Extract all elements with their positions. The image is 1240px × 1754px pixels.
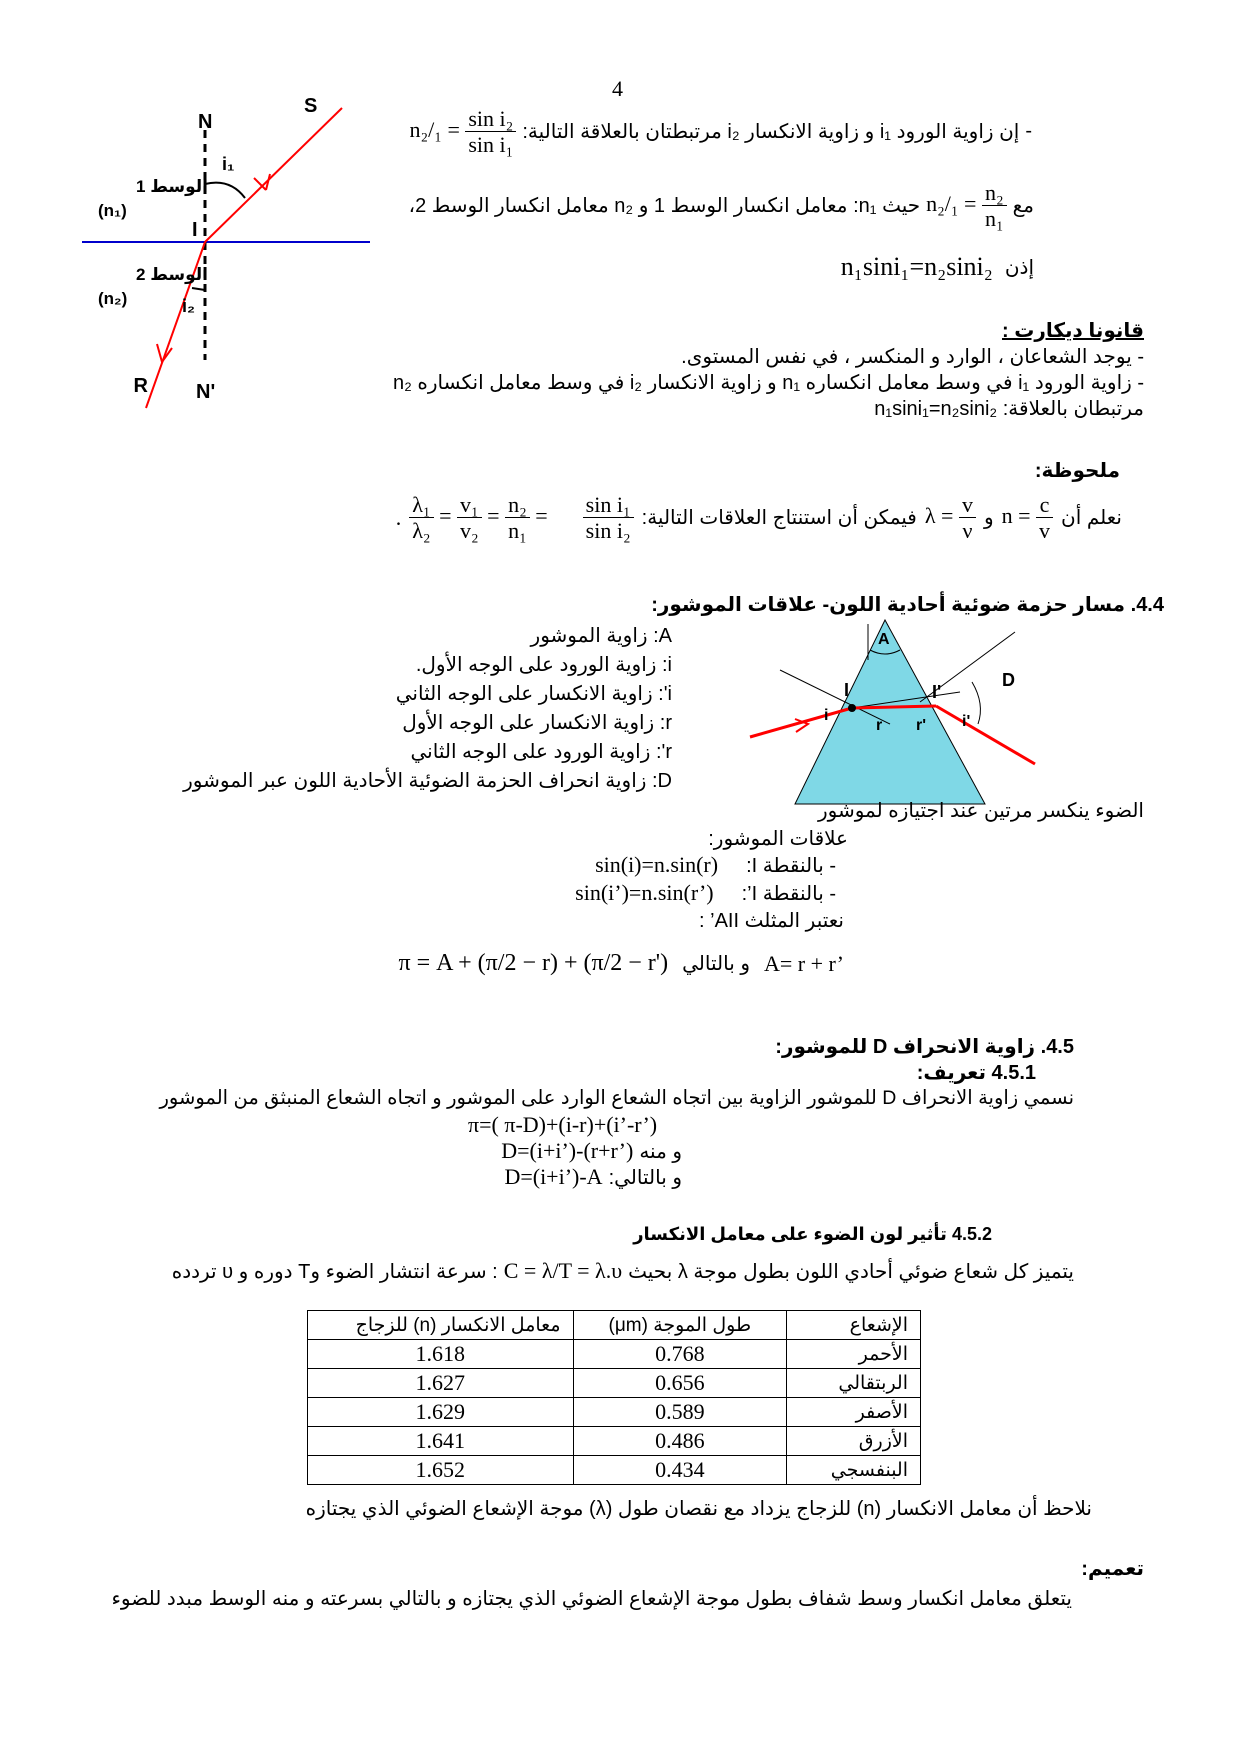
note-f2: λ = $\frac{v}{\nu}$ [925,492,976,544]
descartes-law2-cont: مرتبطان بالعلاقة: n₁sini₁=n₂sini₂ [874,398,1144,420]
angle-i1-arc [205,183,245,198]
note-text-a: نعلم أن [1061,507,1122,530]
generalization-text: يتعلق معامل انكسار وسط شفاف بطول موجة الإشعاع الضوئي الذي يجتازه و بالتالي بسرعته و منه الوسط مبدد للضوء [111,1588,1072,1610]
page-number: 4 [612,76,623,101]
deviation-eq1: π=( π-D)+(i-r)+(i’-r’) [468,1112,658,1137]
relations-title: علاقات الموشور: [708,828,848,850]
prism-diagram [740,612,1040,808]
descartes-law1: - يوجد الشعاعان ، الوارد و المنكسر ، في نفس المستوى. [681,346,1144,368]
snell-line2 [409,180,1034,232]
note-title: ملحوظة: [1034,460,1120,482]
triangle-text: نعتبر المثلث AII’ : [699,910,844,932]
snell-text1: إن زاوية الورود i₁ و زاوية الانكسار i₂ مرتبطتان بالعلاقة التالية: [522,121,1020,144]
snell-text2b: حيث n₁: معامل انكسار الوسط 1 و n₂ معامل انكسار الوسط 2، [408,195,921,218]
wavelength-formula: C = λ/T = λ.υ [503,1258,623,1283]
note-line: . $\frac{\text{λ₁}}{\text{λ₂}}$ = $\frac{\text{v₁}}{\text{v₂}}$ = $\frac{\text{n₂}}{\text{n₁}}$ = $\frac{\text{sin i₁}}{\text{sin i₂}}$ فيمكن أن استنتاج العلاقات التالية: λ = $\frac{v}{\nu}$ و n = $\frac{c}{v}$ نعلم أن [395,492,1122,544]
snell-line1: n₂/₁ = $\frac{\text{sin i₂}}{\text{sin i₁}}$ إن زاوية الورود i₁ و زاوية الانكسار i₂ مرتبطتان بالعلاقة التالية: - [409,106,1032,158]
prism-label-Iprime: I' [932,682,942,702]
deviation-definition: نسمي زاوية الانحراف D للموشور الزاوية بين اتجاه الشعاع الوارد على الموشور و اتجاه الشعاع المنبثق من الموشور [159,1087,1074,1109]
label-n2: (n₂) [98,289,128,308]
snell-formula2: n₂/₁ = $\frac{\text{n₂}}{\text{n₁}}$ [926,180,1007,232]
section45-title: 4.5. زاوية الانحراف D للموشور: [775,1036,1074,1058]
label-i2: i₂ [182,296,195,316]
prism-label-rprime: r' [916,717,927,734]
snell-line3 [841,252,1034,282]
prism-label-I: I [844,680,850,700]
descartes-title: قانونا ديكارت : [1002,320,1144,342]
label-medium2: الوسط 2 [136,265,208,284]
prism-caption: الضوء ينكسر مرتين عند اجتيازه لموشور [817,800,1144,822]
note-text-b: فيمكن أن استنتاج العلاقات التالية: [641,507,917,530]
refraction-diagram [70,90,380,420]
deviation-eq3: D=(i+i’)-A و بالتالي: [504,1164,682,1189]
prism-inner-ray [852,706,936,708]
prism-label-r: r [876,717,883,734]
generalization-title: تعميم: [1081,1558,1144,1580]
snell-formula3: n₁sini₁=n₂sini₂ [840,252,993,281]
prism-definitions: A: زاوية الموشور i: زاوية الورود على الوجه الأول. i': زاوية الانكسار على الوجه الثاني r: زاوية الانكسار على الوجه الأول r': زاوية الورود على الوجه الثاني D: زاوية انحراف الحزمة الضوئية الأحادية اللون عبر الموشور [183,625,672,792]
prism-final-relation: π = A + (π/2 − r) + (π/2 − r') و بالتالي A= r + r’ [398,950,844,976]
prism-label-D: D [1002,670,1015,690]
table-header-row: معامل الانكسار (n) للزجاج طول الموجة (μm) الإشعاع [308,1311,921,1340]
table-row: 1.641 0.486 الأزرق [308,1427,921,1456]
note-chain: $\frac{\text{λ₁}}{\text{λ₂}}$ = $\frac{\text{v₁}}{\text{v₂}}$ = $\frac{\text{n₂}}{\text{n₁}}$ = $\frac{\text{sin i₁}}{\text{sin i₂}}$ [409,492,633,544]
descartes-law2: - زاوية الورود i₁ في وسط معامل انكساره n₁ و زاوية الانكسار i₂ في وسط معامل انكساره n₂ [392,372,1144,394]
table-row: 1.627 0.656 الربتقالي [308,1369,921,1398]
relation-2: sin(i’)=n.sin(r’) - بالنقطة I’: [575,880,836,905]
incident-ray [205,108,342,242]
note-f1: n = $\frac{c}{v}$ [1002,492,1053,544]
wavelength-line: : سرعة انتشار الضوء وT دوره و υ تردده C = λ/T = λ.υ يتميز كل شعاع ضوئي أحادي اللون بطول موجة λ بحيث [171,1258,1074,1283]
prism-label-A: A [878,631,890,648]
snell-text3: إذن [1004,256,1034,279]
label-S: S [304,95,318,117]
table-row: 1.618 0.768 الأحمر [308,1340,921,1369]
prism-label-iprime: i' [962,713,971,730]
snell-text2a: مع [1012,195,1034,218]
label-R: R [133,375,148,397]
label-i1: i₁ [222,154,235,174]
section44-title: 4.4. مسار حزمة ضوئية أحادية اللون- علاقات الموشور: [651,594,1164,616]
deviation-eq2: D=(i+i’)-(r+r’) و منه [501,1138,682,1163]
relation-1: sin(i)=n.sin(r) - بالنقطة I: [595,852,836,877]
table-row: 1.629 0.589 الأصفر [308,1398,921,1427]
label-n1: (n₁) [98,201,127,220]
prism-label-i: i [824,707,829,724]
section451-title: 4.5.1 تعريف: [916,1062,1036,1084]
angle-i2-arc [192,288,205,290]
dispersion-table [307,1310,921,1485]
snell-formula1: n₂/₁ = $\frac{\text{sin i₂}}{\text{sin i₁}}$ [410,106,517,158]
observation-text: نلاحظ أن معامل الانكسار (n) للزجاج يزداد مع نقصان طول (λ) موجة الإشعاع الضوئي الذي يجتازه [305,1498,1092,1520]
label-I: I [192,219,198,241]
table-row: 1.652 0.434 البنفسجي [308,1456,921,1485]
label-medium1: الوسط 1 [136,177,208,196]
section452-title: 4.5.2 تأثير لون الضوء على معامل الانكسار [633,1224,992,1244]
label-Nprime: N' [196,381,216,403]
label-N: N [198,111,213,133]
